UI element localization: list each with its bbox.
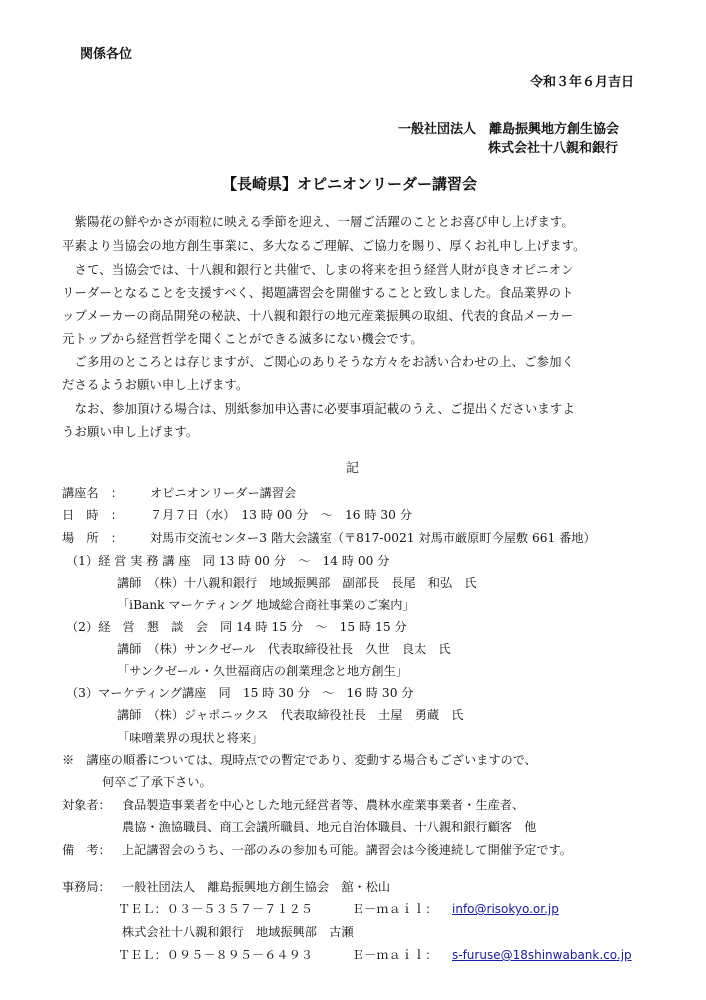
datetime-label: 日 時 ： [62, 508, 123, 522]
session-heading: （2）経 営 懇 談 会 同 14 時 15 分 ～ 15 時 15 分 [66, 620, 407, 634]
session-topic: 「サンクゼール・久世福商店の創業理念と地方創生」 [117, 664, 408, 678]
email-link-bank[interactable]: s-furuse@18shinwabank.co.jp [452, 948, 632, 962]
session-topic: 「味噌業界の現状と将来」 [117, 731, 264, 745]
body-line: 元トップから経営哲学を聞くことができる滅多にない機会です。 [62, 331, 423, 346]
remarks-label: 備 考： [62, 843, 111, 857]
target-line: 食品製造事業者を中心とした地元経営者等、農林水産業事業者・生産者、 [122, 798, 525, 812]
email-label: Ｅ－ｍａｉｌ： [352, 948, 438, 962]
body-line: さて、当協会では、十八親和銀行と共催で、しまの将来を担う経営人財が良きオピニオン [62, 262, 574, 277]
session-lecturer: 講師 （株）十八親和銀行 地域振興部 副部長 長尾 和弘 氏 [117, 576, 477, 590]
note-line: ※ 講座の順番については、現時点での暫定であり、変動する場合もございますので、 [62, 753, 537, 767]
body-line: なお、参加頂ける場合は、別紙参加申込書に必要事項記載のうえ、ご提出くださいますよ [62, 401, 575, 416]
session-heading: （3）マーケティング講座 同 15 時 30 分 ～ 16 時 30 分 [66, 686, 414, 700]
office-label: 事務局： [62, 880, 111, 894]
ki-heading: 記 [346, 461, 360, 476]
place-value: 対馬市交流センター3 階大会議室（〒817-0021 対馬市厳原町今屋敷 661 番地） [150, 531, 596, 545]
target-label: 対象者： [62, 798, 111, 812]
remarks-text: 上記講習会のうち、一部のみの参加も可能。講習会は今後連続して開催予定です。 [122, 843, 572, 857]
body-line: 平素より当協会の地方創生事業に、多大なるご理解、ご協力を賜り、厚くお礼申し上げます。 [62, 238, 586, 253]
target-line: 農協・漁協職員、商工会議所職員、地元自治体職員、十八親和銀行顧客 他 [122, 820, 537, 834]
office-org-association: 一般社団法人 離島振興地方創生協会 舘・松山 [122, 880, 391, 894]
course-name-label: 講座名 ： [62, 486, 123, 500]
email-link-association[interactable]: info@risokyo.or.jp [452, 902, 559, 916]
email-label: Ｅ－ｍａｉｌ： [352, 902, 438, 916]
body-line: 紫陽花の鮮やかさが雨粒に映える季節を迎え、一層ご活躍のこととお喜び申し上げます。 [62, 214, 574, 229]
organizer-bank: 株式会社十八親和銀行 [488, 141, 619, 156]
session-lecturer: 講師 （株）ジャポニックス 代表取締役社長 土屋 勇蔵 氏 [117, 708, 464, 722]
session-topic: 「iBank マーケティング 地域総合商社事業のご案内」 [117, 598, 415, 612]
course-name-value: オピニオンリーダー講習会 [150, 486, 297, 500]
addressee: 関係各位 [80, 47, 133, 62]
office-tel-bank: ＴＥＬ：０９５－８９５－６４９３ [118, 948, 313, 962]
organizer-association: 一般社団法人 離島振興地方創生協会 [398, 122, 620, 137]
body-line: うお願い申し上げます。 [62, 424, 199, 439]
body-line: リーダーとなることを支援すべく、掲題講習会を開催することと致しました。食品業界のト [62, 285, 574, 300]
office-tel-association: ＴＥＬ：０３－５３５７－７１２５ [118, 902, 313, 916]
office-org-bank: 株式会社十八親和銀行 地域振興部 古瀬 [122, 925, 354, 939]
body-line: ださるようお願い申し上げます。 [62, 377, 249, 392]
session-lecturer: 講師 （株）サンクゼール 代表取締役社長 久世 良太 氏 [117, 642, 451, 656]
datetime-value: ７月７日（水） 13 時 00 分 ～ 16 時 30 分 [150, 508, 412, 522]
session-heading: （1）経 営 実 務 講 座 同 13 時 00 分 ～ 14 時 00 分 [66, 554, 390, 568]
issue-date: 令和３年６月吉日 [530, 75, 635, 90]
document-title: 【長崎県】オピニオンリーダー講習会 [222, 175, 478, 193]
body-line: ご多用のところとは存じますが、ご関心のありそうな方々をお誘い合わせの上、ご参加く [62, 354, 575, 369]
place-label: 場 所 ： [62, 531, 123, 545]
body-line: ップメーカーの商品開発の秘訣、十八親和銀行の地元産業振興の取組、代表的食品メーカー [62, 308, 574, 323]
note-line: 何卒ご了承下さい。 [102, 775, 212, 789]
